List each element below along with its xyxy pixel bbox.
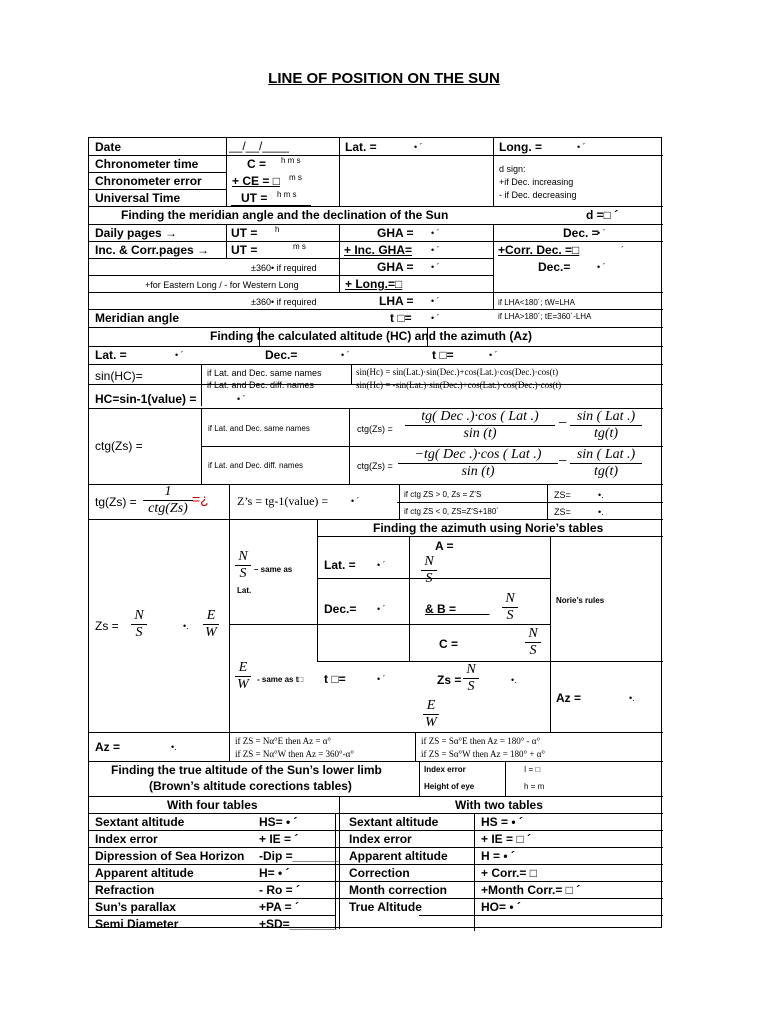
azimuth-section-title: Finding the azimuth using Norie’s tables: [373, 521, 604, 535]
long-marks: • ´: [577, 142, 586, 152]
zs-prime-marks: • ´: [351, 496, 360, 506]
norie-lat-label: Lat. =: [324, 558, 356, 572]
hours-unit: h: [275, 225, 280, 234]
az-label-1: Az =: [556, 691, 582, 705]
fraction-one-over-ctg: 1 ctg(Zs): [143, 484, 193, 517]
right-row-label: Month correction: [349, 883, 447, 897]
norie-dec-label: Dec.=: [324, 602, 357, 616]
zs-prime-formula[interactable]: Z’s = tg-1(value) =: [237, 494, 329, 508]
dec2-label: Dec.=: [538, 260, 571, 274]
hc-marks: • ´: [237, 394, 246, 404]
minus-sign-2: −: [558, 453, 568, 470]
long-row-field[interactable]: + Long.=□: [345, 277, 403, 291]
tg-result-mark: =¿: [192, 491, 209, 507]
left-row-label: Sextant altitude: [95, 815, 185, 829]
lat-marks: • ´: [414, 142, 423, 152]
date-label: Date: [95, 140, 122, 154]
lha-rule-west: if LHA<180´; tW=LHA: [498, 298, 575, 307]
dec2-marks: • ´: [597, 262, 606, 272]
ms-units: m s: [289, 173, 302, 182]
azimuth-rule-se: if ZS = Sα°E then Az = 180° - α°: [421, 736, 541, 746]
calc-lat-label: Lat. =: [95, 348, 127, 362]
height-of-eye-field[interactable]: h = m: [524, 782, 545, 791]
left-row-label: Apparent altitude: [95, 866, 194, 880]
tg-zs-label: tg(Zs) =: [95, 495, 137, 509]
t-marks: • ´: [431, 313, 440, 323]
formula-diff-names: sin(Hc) = -sin(Lat.)·sin(Dec.)+cos(Lat.)·cos(Dec.)·cos(t): [356, 380, 562, 390]
calc-lat-marks: • ´: [175, 350, 184, 360]
right-row-label: Sextant altitude: [349, 815, 439, 829]
right-row-field[interactable]: HO= • ´: [481, 900, 521, 914]
meridian-angle-label: Meridian angle: [95, 311, 180, 325]
left-row-label: Refraction: [95, 883, 155, 897]
ms-units: m s: [293, 242, 306, 251]
zs-e-w-fraction: $\frac{E}{W}$: [203, 608, 219, 641]
hms-units: h m s: [277, 190, 297, 199]
left-row-field[interactable]: - Ro = ´: [259, 883, 300, 897]
left-row-label: Dipression of Sea Horizon: [95, 849, 245, 863]
zs-formula-label: Zs =: [95, 619, 119, 633]
fraction-tg-dec-cos-lat: tg( Dec .)·cos ( Lat .) sin (t): [405, 409, 555, 442]
plus-360-note: ±360• if required: [251, 263, 317, 273]
same-names-note: if Lat. and Dec. same names: [207, 368, 322, 378]
two-tables-heading: With two tables: [455, 798, 543, 812]
norie-lat-marks: • ´: [377, 560, 386, 570]
chronometer-time-label: Chronometer time: [95, 157, 199, 171]
dec-label: Dec. =: [563, 226, 599, 240]
dec-marks: • ´: [597, 228, 606, 238]
nories-rules-label: Norie’s rules: [556, 596, 605, 605]
inc-gha-marks: • ´: [431, 245, 440, 255]
left-row-field[interactable]: -Dip =_______: [259, 849, 340, 863]
az-dot-2: •.: [171, 742, 177, 752]
calc-dec-marks: • ´: [341, 350, 350, 360]
a-label: A =: [435, 539, 454, 553]
left-row-field[interactable]: + IE = ´: [259, 832, 299, 846]
right-row-label: Apparent altitude: [349, 849, 448, 863]
right-row-field[interactable]: +Month Corr.= □ ´: [481, 883, 581, 897]
left-row-label: Sun’s parallax: [95, 900, 176, 914]
az-label-2: Az =: [95, 740, 121, 754]
ctg-same-names: if Lat. and Dec. same names: [208, 424, 310, 433]
d-field[interactable]: d =□ ´: [586, 208, 619, 222]
right-row-label: True Altitude: [349, 900, 422, 914]
diff-names-note: if Lat. and Dec. diff. names: [207, 380, 314, 390]
zs2-dot: •.: [511, 675, 517, 685]
hms-units: h m s: [281, 156, 301, 165]
left-row-field[interactable]: +SD=_______: [259, 917, 337, 931]
left-row-label: Index error: [95, 832, 158, 846]
zs2-e-w-fraction: $\frac{E}{W}$: [423, 698, 439, 731]
inc-corr-pages-label: Inc. & Corr.pages →: [95, 243, 210, 257]
true-alt-title: Finding the true altitude of the Sun’s lower limb: [111, 763, 382, 777]
fraction-sin-lat-tg-t: sin ( Lat .) tg(t): [570, 409, 642, 442]
lha-label: LHA =: [379, 294, 414, 308]
az-dot-1: •.: [629, 693, 635, 703]
left-row-label: Semi Diameter: [95, 917, 179, 931]
corr-dec-mark: ´: [621, 245, 624, 255]
four-tables-heading: With four tables: [167, 798, 258, 812]
azimuth-rule-nw: if ZS = Nα°W then Az = 360°-α°: [235, 749, 354, 759]
long-label: Long. =: [499, 140, 542, 154]
east-west-note: +for Eastern Long / - for Western Long: [145, 280, 299, 290]
d-sign-title: d sign:: [499, 164, 526, 174]
norie-t-marks: • ´: [377, 674, 386, 684]
d-sign-decreasing: - if Dec. decreasing: [499, 190, 577, 200]
lha-marks: • ´: [431, 296, 440, 306]
chronometer-error-label: Chronometer error: [95, 174, 202, 188]
zs2-label: Zs =: [437, 673, 462, 687]
c-label: C =: [439, 637, 459, 651]
daily-pages-label: Daily pages →: [95, 226, 178, 240]
ut-hours-field[interactable]: UT =: [231, 226, 258, 240]
index-error-small: Index error: [424, 765, 466, 774]
ew-same-as-t-note: - same as t□: [257, 675, 304, 684]
e-over-w-fraction: $\frac{E}{W}$: [235, 660, 251, 693]
calc-t-label: t □=: [432, 348, 454, 362]
sin-hc-label: sin(HC)=: [95, 369, 143, 383]
meridian-section-title: Finding the meridian angle and the declination of the Sun: [121, 208, 449, 222]
corr-dec-field[interactable]: +Corr. Dec. =□: [498, 243, 580, 257]
fraction-neg-tg-dec-cos-lat: −tg( Dec .)·cos ( Lat .) sin (t): [398, 447, 558, 480]
azimuth-rule-sw: if ZS = Sα°W then Az = 180° + α°: [421, 749, 546, 759]
date-field[interactable]: __/__/____: [229, 139, 290, 153]
ctg-diff-names: if Lat. and Dec. diff. names: [208, 461, 304, 470]
height-of-eye-label: Height of eye: [424, 782, 475, 791]
gha2-marks: • ´: [431, 262, 440, 272]
right-row-field[interactable]: + IE = □ ´: [481, 832, 531, 846]
universal-time-field[interactable]: UT =: [241, 191, 268, 205]
calc-t-marks: • ´: [489, 350, 498, 360]
page-title: LINE OF POSITION ON THE SUN: [268, 70, 500, 87]
c-n-s-fraction: $\frac{N}{S}$: [525, 626, 541, 659]
azimuth-rule-ne: if ZS = Nα°E then Az = α°: [235, 736, 332, 746]
zs-result-1: ZS=: [554, 490, 571, 500]
zs-result-2: ZS=: [554, 507, 571, 517]
same-as-lat-note: – same as: [254, 565, 293, 574]
zs-dot: •.: [183, 621, 189, 631]
ctg-negative-rule: if ctg ZS < 0, ZS=Z’S+180´: [404, 507, 499, 516]
ctg-label-same: ctg(Zs) =: [357, 424, 393, 434]
b-label: & B =_____: [425, 602, 490, 616]
ut-ms-field[interactable]: UT =: [231, 243, 258, 257]
chronometer-error-field[interactable]: + CE = □: [232, 174, 280, 188]
fraction-sin-lat-tg-t-2: sin ( Lat .) tg(t): [570, 447, 642, 480]
t-field[interactable]: t □=: [390, 311, 412, 325]
b-n-s-fraction: $\frac{N}{S}$: [502, 591, 518, 624]
zs-dot-1: •.: [598, 490, 604, 500]
index-error-field[interactable]: I = □: [524, 765, 541, 774]
ctg-zs-label: ctg(Zs) =: [95, 439, 143, 453]
norie-t-label: t □=: [324, 672, 346, 686]
plus-360-note-2: ±360• if required: [251, 297, 317, 307]
norie-dec-marks: • ´: [377, 604, 386, 614]
d-sign-increasing: +if Dec. increasing: [499, 177, 574, 187]
zs-dot-2: •.: [598, 507, 604, 517]
right-row-label: Correction: [349, 866, 410, 880]
ctg-positive-rule: if ctg ZS > 0, Zs = Z’S: [404, 490, 482, 499]
left-row-field[interactable]: H= • ´: [259, 866, 290, 880]
universal-time-label: Universal Time: [95, 191, 181, 205]
n-over-s-fraction: $\frac{N}{S}$: [235, 549, 251, 582]
chronometer-time-field[interactable]: C =: [247, 157, 267, 171]
true-alt-subtitle: (Brown’s altitude corections tables): [149, 779, 352, 793]
inc-gha-field[interactable]: + Inc. GHA=: [344, 243, 413, 257]
gha-label: GHA =: [377, 226, 414, 240]
sight-reduction-form: [88, 137, 662, 931]
zs2-n-s-fraction: $\frac{N}{S}$: [463, 662, 479, 695]
calc-section-title: Finding the calculated altitude (HC) and the azimuth (Az): [210, 329, 533, 343]
calc-dec-label: Dec.=: [265, 348, 298, 362]
zs-n-s-fraction: $\frac{N}{S}$: [131, 608, 147, 641]
a-n-s-fraction: $\frac{N}{S}$: [421, 554, 437, 587]
left-row-field[interactable]: HS= • ´: [259, 815, 298, 829]
right-row-field[interactable]: HS = • ´: [481, 815, 523, 829]
right-row-field[interactable]: + Corr.= □: [481, 866, 537, 880]
lha-rule-east: if LHA>180´; tE=360´-LHA: [498, 312, 592, 321]
gha2-label: GHA =: [377, 260, 414, 274]
left-row-field[interactable]: +PA = ´: [259, 900, 300, 914]
right-row-field[interactable]: H = • ´: [481, 849, 515, 863]
ctg-label-diff: ctg(Zs) =: [357, 461, 393, 471]
hc-inverse-line[interactable]: HC=sin-1(value) =: [95, 392, 197, 406]
formula-same-names: sin(Hc) = sin(Lat.)·sin(Dec.)+cos(Lat.)·cos(Dec.)·cos(t): [356, 367, 559, 377]
lat-label: Lat. =: [345, 140, 377, 154]
right-row-label: Index error: [349, 832, 412, 846]
gha-marks: • ´: [431, 228, 440, 238]
lat-small-note: Lat.: [237, 586, 252, 595]
minus-sign: −: [558, 415, 568, 432]
